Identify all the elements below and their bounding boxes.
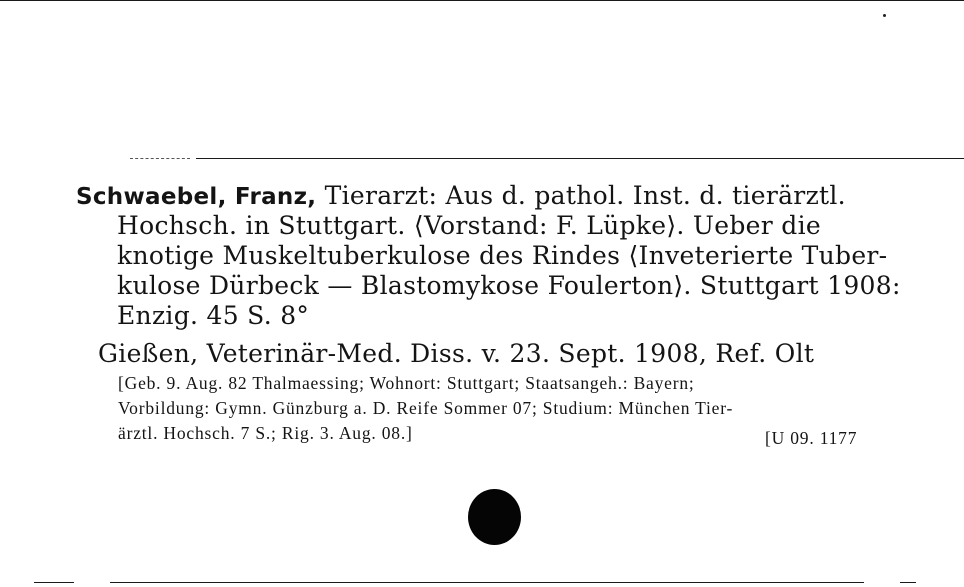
dissertation-line: Gießen, Veterinär-Med. Diss. v. 23. Sept. 1908, Ref. Olt (98, 339, 815, 368)
punch-hole (468, 489, 521, 545)
bottom-border-line-right (900, 582, 916, 583)
scan-speck (883, 14, 886, 17)
entry-line-5: Enzig. 45 S. 8° (117, 301, 310, 330)
entry-line-2: Hochsch. in Stuttgart. ⟨Vorstand: F. Lüpke⟩. Ueber die (117, 211, 821, 240)
entry-line-3: knotige Muskeltuberkulose des Rindes ⟨Inveterierte Tuber- (117, 241, 888, 270)
entry-line-4: kulose Dürbeck — Blastomykose Foulerton⟩. Stuttgart 1908: (117, 271, 901, 300)
header-dashed-line (130, 158, 190, 159)
bio-line-3: ärztl. Hochsch. 7 S.; Rig. 3. Aug. 08.] (118, 423, 413, 443)
bottom-border-line-left (34, 582, 74, 583)
bio-line-2: Vorbildung: Gymn. Günzburg a. D. Reife Sommer 07; Studium: München Tier- (118, 398, 734, 418)
top-border-line (0, 0, 964, 1)
entry-line-1 (76, 182, 846, 211)
header-divider-line (196, 158, 964, 159)
entry-line-1-text: Tierarzt: Aus d. pathol. Inst. d. tierärztl. (324, 181, 846, 210)
bottom-border-line (110, 582, 864, 583)
author-name: Schwaebel, Franz, (76, 184, 317, 210)
catalog-number: [U 09. 1177 (765, 428, 858, 448)
bio-line-1: [Geb. 9. Aug. 82 Thalmaessing; Wohnort: Stuttgart; Staatsangeh.: Bayern; (118, 373, 695, 393)
